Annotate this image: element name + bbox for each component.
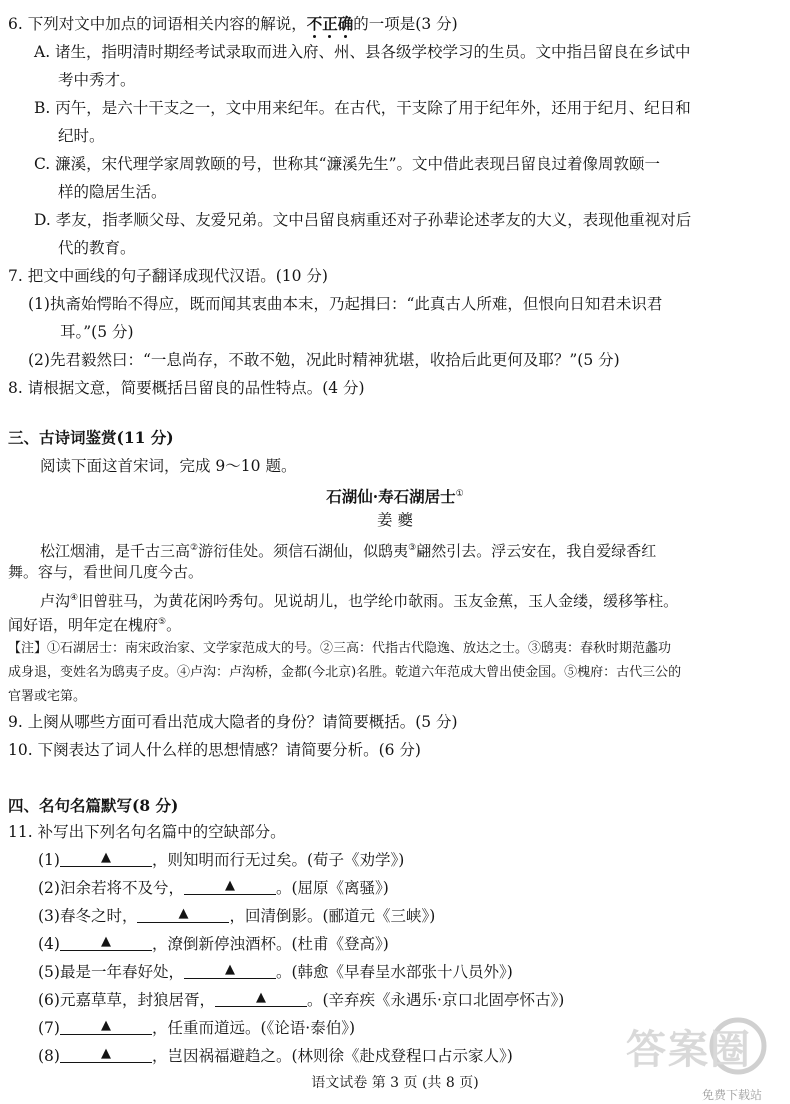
poem-stanza2-line1 [40,588,678,611]
poem-text: 游衍佳处。须信石湖仙，似鸱夷 [198,542,409,560]
q6-option-b-line2: 纪时。 [58,127,105,145]
fill-blank-prefix: (1) [38,851,60,869]
footnote-mark: ① [455,489,464,499]
footnote-mark: ② [190,543,199,553]
page-footer: 语文试卷 第 3 页 (共 8 页) [311,1075,479,1091]
triangle-marker-icon: ▲ [100,934,111,949]
poem-stanza1-line2: 舞。容与，看世间几度今古。 [8,563,204,581]
section3-heading: 三、古诗词鉴赏(11 分) [8,428,174,447]
fill-blank-suffix: ，则知明而行无过矣。(荀子《劝学》) [151,851,405,869]
fill-blank-suffix: ，潦倒新停浊酒杯。(杜甫《登高》) [151,935,389,953]
fill-blank-prefix: (7) [38,1019,60,1037]
answer-blank[interactable] [60,1046,152,1063]
footnote-mark: ④ [70,593,79,603]
q6-option-c-line1: C. 濂溪，宋代理学家周敦颐的号，世称其“濂溪先生”。文中借此表现吕留良过着像周敦颐一 [34,155,661,173]
q11-stem: 11. 补写出下列名句名篇中的空缺部分。 [8,823,286,841]
triangle-marker-icon: ▲ [100,850,111,865]
poem-author: 姜 夔 [377,511,413,529]
fill-blank-prefix: (5)最是一年春好处， [38,963,184,981]
triangle-marker-icon: ▲ [224,962,235,977]
poem-stanza2-line2 [8,612,181,635]
fill-blank-item [38,1018,355,1038]
emphasis-dot-char: 正 [322,14,338,33]
q9-stem: 9. 上阕从哪些方面可看出范成大隐者的身份？请简要概括。(5 分) [8,713,458,731]
answer-blank[interactable] [60,934,152,951]
q10-stem: 10. 下阕表达了词人什么样的思想情感？请简要分析。(6 分) [8,741,421,759]
triangle-marker-icon: ▲ [255,990,266,1005]
fill-blank-suffix: 。(辛弃疾《永遇乐·京口北固亭怀古》) [306,991,565,1009]
fill-blank-item [38,850,404,870]
q7-sentence1-line1: (1)执斋始愕眙不得应，既而闻其衷曲本末，乃起揖曰：“此真古人所难，但恨向日知君未识君 [28,295,663,313]
answer-blank[interactable] [60,1018,152,1035]
fill-blank-suffix: ，岂因祸福避趋之。(林则徐《赴戍登程口占示家人》) [151,1047,513,1065]
watermark-text: 答案圈 [626,1027,752,1073]
q6-option-d-line2: 代的教育。 [58,239,136,257]
fill-blank-item [38,934,389,954]
poem-text: 翩然引去。浮云安在，我自爱绿香红 [416,542,657,560]
answer-blank[interactable] [184,878,276,895]
triangle-marker-icon: ▲ [224,878,235,893]
fill-blank-suffix: ，回清倒影。(郦道元《三峡》) [229,907,436,925]
fill-blank-prefix: (2)汩余若将不及兮， [38,879,184,897]
poem-title [0,484,790,507]
fill-blank-suffix: 。(韩愈《早春呈水部张十八员外》) [275,963,513,981]
q7-stem: 7. 把文中画线的句子翻译成现代汉语。(10 分) [8,267,328,285]
fill-blank-item [38,990,564,1010]
q7-sentence1-line2: 耳。”(5 分) [60,323,134,341]
poem-text: 。 [166,616,182,634]
fill-blank-suffix: ，任重而道远。(《论语·泰伯》) [151,1019,355,1037]
fill-blank-prefix: (3)春冬之时， [38,907,138,925]
triangle-marker-icon: ▲ [100,1018,111,1033]
fill-blank-prefix: (6)元嘉草草，封狼居胥， [38,991,215,1009]
fill-blank-item [38,1046,513,1066]
section4-heading: 四、名句名篇默写(8 分) [8,796,179,815]
q8-stem: 8. 请根据文意，简要概括吕留良的品性特点。(4 分) [8,379,365,397]
q6-option-a-line1: A. 诸生，指明清时期经考试录取而进入府、州、县各级学校学习的生员。文中指吕留良在乡试中 [34,43,691,61]
fill-blank-suffix: 。(屈原《离骚》) [275,879,389,897]
footnote-mark: ③ [408,543,417,553]
q6-stem-score: 的一项是(3 分) [353,15,458,33]
q6-option-c-line2: 样的隐居生活。 [58,183,167,201]
emphasis-dot-char: 确 [337,14,354,33]
fill-blank-item [38,878,389,898]
poem-stanza1-line1 [40,538,656,561]
answer-blank[interactable] [137,906,229,923]
section3-intro: 阅读下面这首宋词，完成 9～10 题。 [40,457,297,475]
q7-sentence2: (2)先君毅然曰：“一息尚存，不敢不勉，况此时精神犹堪，收拾后此更何及耶？”(5 分) [28,351,620,369]
fill-blank-item [38,906,435,926]
q6-option-a-line2: 考中秀才。 [58,71,136,89]
poem-text: 闻好语，明年定在槐府 [8,616,159,634]
answer-blank[interactable] [60,850,152,867]
q6-stem [8,14,458,34]
q6-option-d-line1: D. 孝友，指孝顺父母、友爱兄弟。文中吕留良病重还对子孙辈论述孝友的大义，表现他重视对后 [34,211,692,229]
footnote-mark: ⑤ [158,617,167,627]
fill-blank-prefix: (8) [38,1047,60,1065]
triangle-marker-icon: ▲ [178,906,189,921]
emphasis-dot-char: 不 [306,14,323,33]
poem-text: 松江烟浦，是千古三高 [40,542,191,560]
answer-blank[interactable] [215,990,307,1007]
q6-stem-text: 6. 下列对文中加点的词语相关内容的解说， [8,15,307,33]
poem-note-line2: 成身退，变姓名为鸱夷子皮。④卢沟：卢沟桥，金都(今北京)名胜。乾道六年范成大曾出使金国。⑤槐府：古代三公的 [8,665,682,680]
poem-text: 卢沟 [40,592,71,610]
q6-option-b-line1: B. 丙午，是六十干支之一，文中用来纪年。在古代，干支除了用于纪年外，还用于纪月、纪日和 [34,99,691,117]
fill-blank-prefix: (4) [38,935,60,953]
poem-title-text: 石湖仙·寿石湖居士 [326,487,456,507]
triangle-marker-icon: ▲ [100,1046,111,1061]
answer-blank[interactable] [184,962,276,979]
poem-note-line3: 官署或宅第。 [8,689,87,704]
watermark-subtext: 免费下载站 [701,1088,762,1102]
poem-note-line1: 【注】①石湖居士：南宋政治家、文学家范成大的号。②三高：代指古代隐逸、放达之士。③鸱夷：春秋时期范蠡功 [8,641,672,656]
poem-text: 旧曾驻马，为黄花闲吟秀句。见说胡儿，也学纶巾欹雨。玉友金蕉，玉人金缕，缓移筝柱。 [78,592,679,610]
fill-blank-item [38,962,513,982]
